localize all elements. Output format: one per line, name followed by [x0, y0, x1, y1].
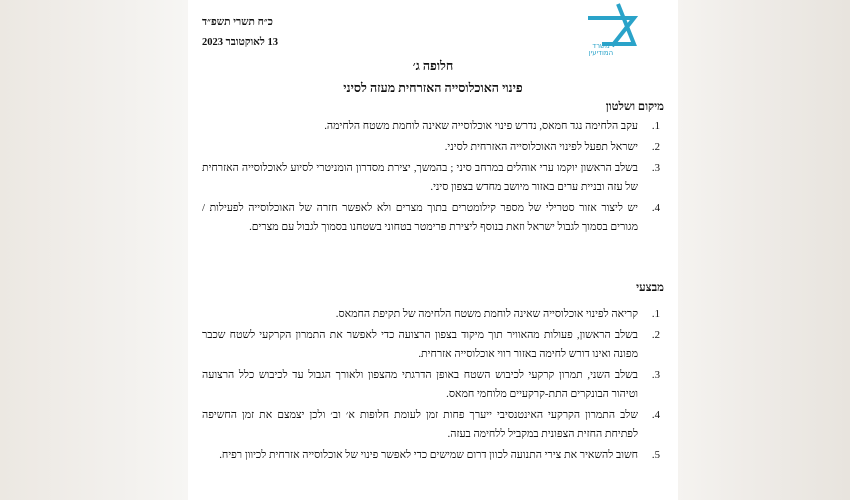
item-number: 4. [651, 202, 660, 214]
item-number: 2. [651, 329, 660, 341]
gregorian-date: 13 לאוקטובר 2023 [202, 37, 278, 48]
document-subtitle: פינוי האוכלוסייה האזרחית מעזה לסיני [343, 81, 523, 95]
list-item [202, 326, 664, 364]
logo-text-line2: המודיעין [588, 49, 614, 56]
item-number: 1. [651, 308, 660, 320]
item-text: בשלב הראשון יוקמו ערי אוהלים במרחב סיני ; בהמשך, יצירת מסדרון הומניטרי לסיוע לאוכלוסייה האזרחית של עזה ובניית ערים באזור מיושב מחדש בצפון סיני. [202, 162, 638, 193]
list-item [202, 159, 664, 197]
section-list-operational [202, 305, 664, 467]
section-heading-location: מיקום ושלטון [605, 101, 664, 113]
logo-text-line1: משרד [592, 42, 610, 50]
section-heading-operational: מבצעי [636, 282, 664, 294]
item-number: 4. [651, 409, 660, 421]
item-text: ישראל תפעל לפינוי האוכלוסייה האזרחית לסיני. [444, 141, 638, 153]
list-item [202, 138, 664, 157]
item-text: שלב התמרון הקרקעי האינטנסיבי ייערך פחות זמן לעומת חלופות א׳ וב׳ ולכן יצמצם את זמן החשיפה לפתיחת החזית הצפונית במקביל ללחימה בעזה. [202, 409, 638, 440]
item-text: קריאה לפינוי אוכלוסייה שאינה לוחמת משטח הלחימה של תקיפת החמאס. [335, 308, 638, 320]
item-text: עקב הלחימה נגד חמאס, נדרש פינוי אוכלוסייה שאינה לוחמת משטח הלחימה. [324, 120, 638, 132]
list-item [202, 446, 664, 465]
list-item [202, 406, 664, 444]
list-item [202, 305, 664, 324]
document-title: חלופה ג׳ [412, 59, 454, 73]
item-text: יש ליצור אזור סטרילי של מספר קילומטרים בתוך מצרים ולא לאפשר חזרה של האוכלוסייה לפעילות / מגורים בסמוך לגבול ישראל וזאת בנוסף ליצירת פרימטר בטחוני בשטחנו בסמוך לגבול עם מצרים. [202, 202, 638, 233]
item-text: בשלב הראשון, פעולות מהאוויר תוך מיקוד בצפון הרצועה כדי לאפשר את התמרון הקרקעי לשטח שכבר מפונה ואינו דורש לחימה באזור רווי אוכלוסייה אזרחית. [202, 329, 638, 360]
hebrew-date: כ״ח תשרי תשפ״ד [202, 17, 273, 28]
document-page [188, 0, 678, 500]
section-list-location [202, 117, 664, 239]
background-left [0, 0, 188, 500]
star-of-david-icon [574, 0, 646, 56]
item-number: 3. [651, 162, 660, 174]
item-number: 1. [651, 120, 660, 132]
item-text: בשלב השני, תמרון קרקעי לכיבוש השטח באופן הדרגתי מהצפון ולאורך הגבול עד לכיבוש כלל הרצועה וטיהור הבונקרים התת-קרקעיים מלוחמי חמאס. [202, 369, 638, 400]
item-number: 3. [651, 369, 660, 381]
background-right [678, 0, 850, 500]
list-item [202, 117, 664, 136]
ministry-logo [574, 0, 646, 56]
item-text: חשוב להשאיר את צירי התנועה לכוון דרום שמישים כדי לאפשר פינוי של אוכלוסייה אזרחית לכיוון רפיח. [219, 449, 638, 461]
list-item [202, 199, 664, 237]
document-body [202, 0, 664, 500]
item-number: 5. [651, 449, 660, 461]
list-item [202, 366, 664, 404]
item-number: 2. [651, 141, 660, 153]
